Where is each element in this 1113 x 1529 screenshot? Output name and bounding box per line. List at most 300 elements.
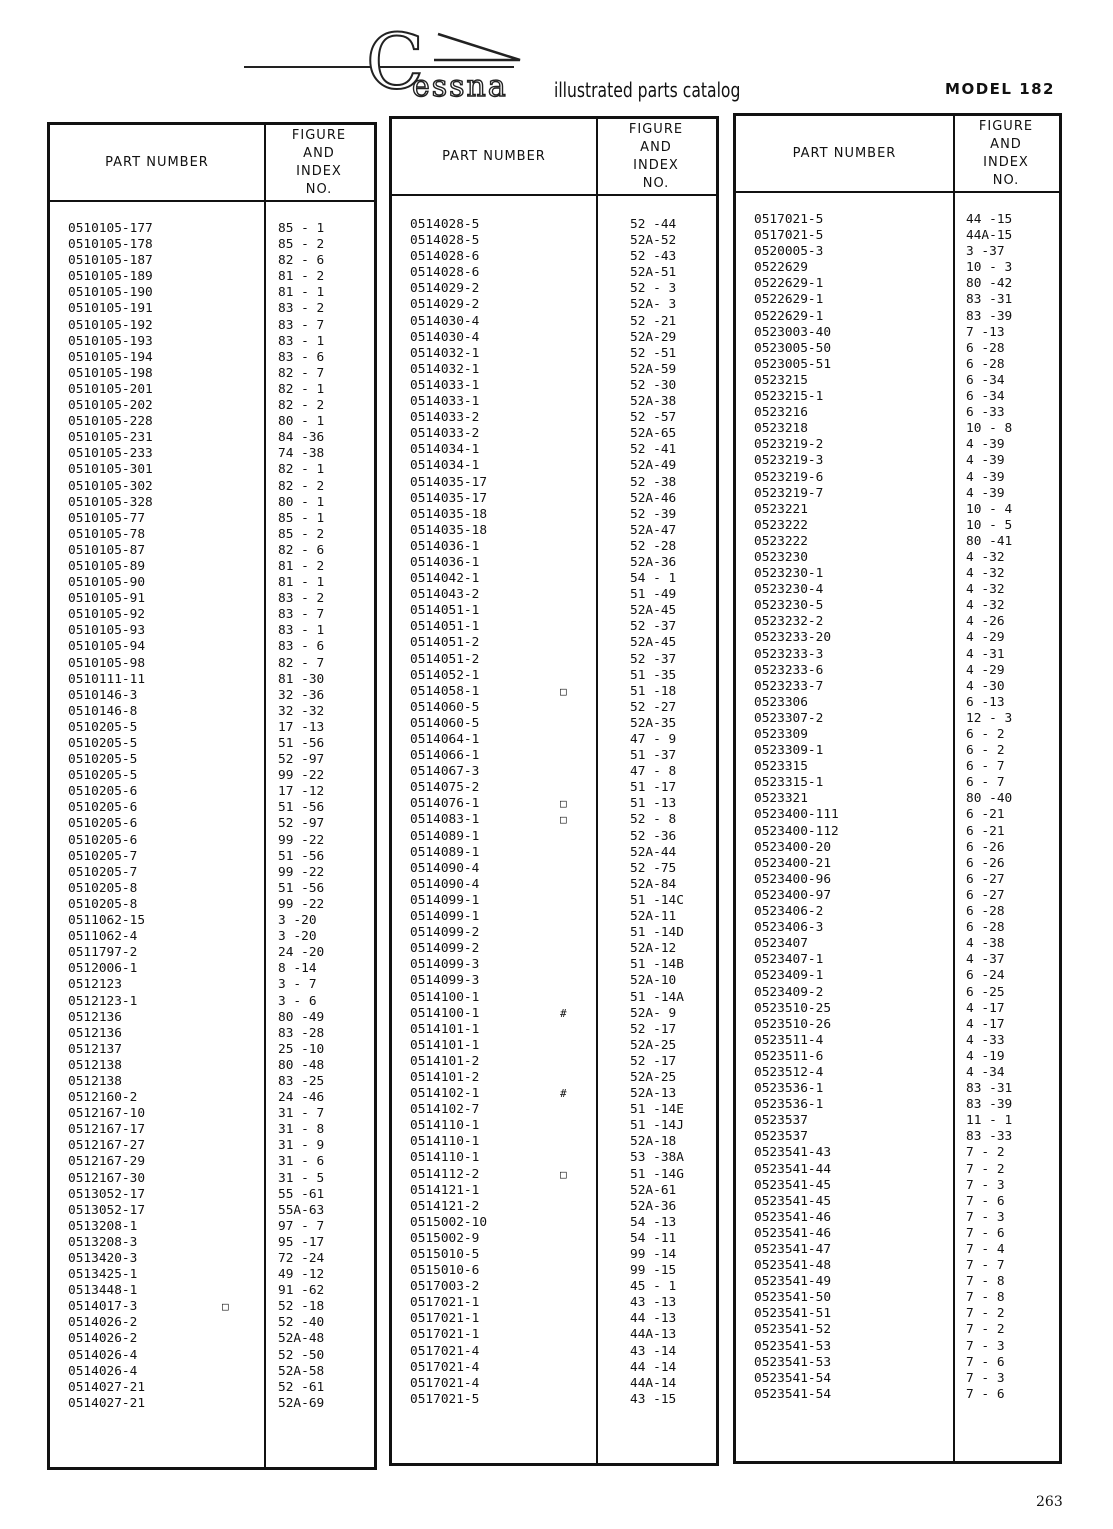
table-row — [50, 527, 374, 543]
part-number: 0510205-7 — [68, 848, 138, 864]
figure-index: 44A-14 — [630, 1375, 677, 1391]
part-number: 0523409-2 — [754, 984, 824, 1000]
part-number: 0510205-8 — [68, 880, 138, 896]
figure-index: 6 - 2 — [966, 727, 1005, 742]
figure-index: 11 - 1 — [966, 1113, 1013, 1129]
table-row — [392, 571, 716, 587]
logo-initial: C — [366, 17, 425, 106]
part-number: 0510105-94 — [68, 639, 146, 655]
table-row — [392, 1311, 716, 1327]
table-row — [50, 479, 374, 495]
table-row — [50, 1299, 374, 1315]
figure-index: 52A-13 — [630, 1086, 677, 1102]
part-number: 0523536-1 — [754, 1081, 824, 1097]
figure-index: 3 - 6 — [278, 993, 317, 1009]
table-row — [50, 800, 374, 816]
model-label: MODEL 182 — [945, 80, 1055, 98]
table-row — [50, 1315, 374, 1331]
table-row — [736, 614, 1059, 630]
figure-index: 47 - 8 — [630, 764, 677, 780]
table-row — [736, 711, 1059, 727]
table-row — [392, 1086, 716, 1102]
table-row — [392, 1327, 716, 1343]
part-number: 0523409-1 — [754, 968, 824, 984]
part-number: 0523222 — [754, 517, 808, 533]
part-number: 0514033-1 — [410, 394, 480, 410]
part-number: 0523233-3 — [754, 646, 824, 662]
part-number: 0523400-21 — [754, 855, 832, 871]
figure-index: 51 -14B — [630, 957, 684, 973]
figure-index: 52A-61 — [630, 1182, 677, 1198]
part-number: 0517021-1 — [410, 1295, 480, 1311]
figure-index: 52 -41 — [630, 442, 677, 458]
part-number: 0523541-53 — [754, 1338, 832, 1354]
table-row — [736, 582, 1059, 598]
part-number: 0514101-1 — [410, 1037, 480, 1053]
table-row — [392, 265, 716, 281]
table-row — [50, 430, 374, 446]
part-number: 0514028-5 — [410, 217, 480, 232]
part-number: 0514035-17 — [410, 490, 488, 506]
table-row — [736, 936, 1059, 952]
part-number: 0523537 — [754, 1129, 808, 1145]
part-number: 0514121-2 — [410, 1198, 480, 1214]
part-number: 0523400-96 — [754, 871, 832, 887]
figure-index: 83 - 7 — [278, 317, 325, 333]
table-row — [50, 833, 374, 849]
figure-index: 83 - 7 — [278, 607, 325, 623]
part-number: 0517003-2 — [410, 1279, 480, 1295]
table-row — [736, 1033, 1059, 1049]
figure-index: 52 -97 — [278, 816, 325, 832]
part-number: 0510205-7 — [68, 864, 138, 880]
part-number: 0512167-29 — [68, 1154, 146, 1170]
part-number: 0510105-201 — [68, 381, 153, 397]
figure-index: 52 -39 — [630, 506, 677, 522]
figure-index: 6 - 2 — [966, 743, 1005, 759]
part-number: 0514029-2 — [410, 297, 480, 313]
part-number: 0514036-1 — [410, 538, 480, 554]
table-row — [50, 913, 374, 929]
part-number: 0510205-8 — [68, 896, 138, 912]
table-row — [392, 893, 716, 909]
figure-index: 52 -51 — [630, 345, 677, 361]
figure-index: 52 -17 — [630, 1053, 677, 1069]
figure-index: 83 -31 — [966, 292, 1013, 308]
part-number: 0514075-2 — [410, 780, 480, 796]
table-row — [392, 909, 716, 925]
table-row — [392, 1215, 716, 1231]
figure-index: 52A-45 — [630, 635, 677, 651]
table-row — [736, 1081, 1059, 1097]
figure-index: 52A-44 — [630, 844, 677, 860]
part-number: 0523219-6 — [754, 469, 824, 485]
part-number: 0514027-21 — [68, 1379, 146, 1395]
table-header — [736, 116, 1059, 193]
part-number: 0512160-2 — [68, 1090, 138, 1106]
part-number: 0510105-233 — [68, 446, 153, 462]
part-number: 0523233-6 — [754, 662, 824, 678]
figure-index: 51 -14D — [630, 925, 684, 941]
figure-index: 83 - 6 — [278, 639, 325, 655]
part-number: 0514099-2 — [410, 941, 480, 957]
figure-index: 52A-65 — [630, 426, 677, 442]
figure-index: 4 -30 — [966, 678, 1005, 694]
table-row — [50, 1106, 374, 1122]
part-number: 0514099-3 — [410, 957, 480, 973]
part-number: 0510105-177 — [68, 221, 153, 236]
part-number: 0514030-4 — [410, 329, 480, 345]
figure-index: 4 -31 — [966, 646, 1005, 662]
part-number: 0513448-1 — [68, 1283, 138, 1299]
part-number: 0523541-50 — [754, 1290, 832, 1306]
table-row — [392, 458, 716, 474]
table-row — [50, 1219, 374, 1235]
figure-index: 52 -50 — [278, 1347, 325, 1363]
part-number: 0523232-2 — [754, 614, 824, 630]
part-number: 0510105-193 — [68, 333, 153, 349]
part-number: 0523315 — [754, 759, 808, 775]
table-row — [736, 759, 1059, 775]
table-row — [392, 1118, 716, 1134]
figure-index: 95 -17 — [278, 1234, 325, 1250]
table-row — [392, 748, 716, 764]
table-row — [50, 865, 374, 881]
figure-index: 85 - 1 — [278, 221, 325, 236]
part-number: 0514051-2 — [410, 635, 480, 651]
parts-table-3 — [733, 113, 1062, 1464]
table-row — [736, 1162, 1059, 1178]
table-row — [50, 623, 374, 639]
part-number: 0514099-1 — [410, 909, 480, 925]
table-row — [50, 1154, 374, 1170]
figure-index: 52A-47 — [630, 522, 677, 538]
figure-index: 7 - 3 — [966, 1338, 1005, 1354]
table-row — [50, 1171, 374, 1187]
figure-index: 7 - 3 — [966, 1209, 1005, 1225]
table-row — [392, 346, 716, 362]
table-row — [736, 1355, 1059, 1371]
figure-index: 74 -38 — [278, 446, 325, 462]
part-number: 0514100-1 — [410, 1005, 480, 1021]
table-row — [50, 446, 374, 462]
figure-index: 52 -37 — [630, 651, 677, 667]
figure-index: 99 -22 — [278, 832, 325, 848]
part-number: 0510105-90 — [68, 575, 146, 591]
part-number: 0514042-1 — [410, 571, 480, 587]
table-row — [392, 812, 716, 828]
part-number: 0510205-5 — [68, 752, 138, 768]
figure-index: 25 -10 — [278, 1041, 325, 1057]
figure-index: 8 -14 — [278, 961, 317, 977]
figure-index: 7 - 2 — [966, 1161, 1005, 1177]
table-row — [736, 470, 1059, 486]
part-number: 0523219-7 — [754, 485, 824, 501]
figure-index: 52 -28 — [630, 538, 677, 554]
part-number: 0510105-202 — [68, 398, 153, 414]
marker-symbol: □ — [222, 1300, 229, 1314]
table-row — [736, 1226, 1059, 1242]
part-number: 0510205-5 — [68, 719, 138, 735]
table-row — [50, 495, 374, 511]
part-number: 0523321 — [754, 791, 808, 807]
part-number: 0512167-27 — [68, 1138, 146, 1154]
parts-list — [736, 212, 1059, 1403]
figure-index: 51 -37 — [630, 748, 677, 764]
part-number: 0517021-5 — [754, 212, 824, 227]
part-number: 0514064-1 — [410, 732, 480, 747]
table-row — [392, 764, 716, 780]
part-number: 0510146-8 — [68, 703, 138, 719]
part-number: 0522629-1 — [754, 308, 824, 324]
table-row — [392, 555, 716, 571]
table-row — [736, 212, 1059, 228]
figure-index: 31 - 8 — [278, 1122, 325, 1138]
table-row — [50, 1090, 374, 1106]
figure-index: 52 -18 — [278, 1299, 325, 1315]
part-number: 0523541-46 — [754, 1209, 832, 1225]
table-row — [50, 559, 374, 575]
part-number: 0511797-2 — [68, 945, 138, 961]
table-row — [392, 957, 716, 973]
part-number: 0512138 — [68, 1057, 122, 1073]
part-number: 0510105-190 — [68, 285, 153, 301]
figure-index: 51 -49 — [630, 587, 677, 603]
part-number: 0523541-54 — [754, 1386, 832, 1402]
part-number: 0523218 — [754, 421, 808, 437]
part-number: 0512167-10 — [68, 1106, 146, 1122]
table-row — [50, 1235, 374, 1251]
part-number: 0514051-1 — [410, 619, 480, 635]
part-number: 0512006-1 — [68, 961, 138, 977]
table-row — [736, 1097, 1059, 1113]
figure-index: 52A-11 — [630, 909, 677, 925]
table-row — [392, 925, 716, 941]
table-row — [50, 881, 374, 897]
figure-index: 51 -17 — [630, 780, 677, 796]
table-row — [50, 1010, 374, 1026]
part-number: 0523233-20 — [754, 630, 832, 646]
figure-index: 4 -32 — [966, 566, 1005, 582]
marker-symbol: □ — [560, 684, 567, 698]
table-row — [50, 1138, 374, 1154]
figure-index: 83 - 6 — [278, 349, 325, 365]
part-number: 0523541-44 — [754, 1161, 832, 1177]
figure-index: 24 -20 — [278, 945, 325, 961]
figure-index: 52A-38 — [630, 394, 677, 410]
table-row — [50, 1331, 374, 1347]
figure-index: 44A-13 — [630, 1327, 677, 1343]
part-number: 0514017-3 — [68, 1299, 138, 1315]
figure-index: 51 -14G — [630, 1166, 684, 1182]
part-number: 0514099-2 — [410, 925, 480, 941]
part-number: 0514090-4 — [410, 876, 480, 892]
figure-index: 4 -19 — [966, 1048, 1005, 1064]
figure-index: 80 -40 — [966, 791, 1013, 807]
table-row — [50, 1187, 374, 1203]
part-number: 0514058-1 — [410, 683, 480, 699]
part-number: 0510205-6 — [68, 784, 138, 800]
part-number: 0514026-4 — [68, 1363, 138, 1379]
figure-index: 81 - 1 — [278, 575, 325, 591]
table-row — [392, 587, 716, 603]
part-number: 0510105-98 — [68, 655, 146, 671]
figure-index: 52 - 3 — [630, 281, 677, 297]
part-number: 0523400-97 — [754, 887, 832, 903]
table-row — [50, 639, 374, 655]
figure-index: 52A-58 — [278, 1363, 325, 1379]
figure-index: 81 - 2 — [278, 558, 325, 574]
table-row — [392, 394, 716, 410]
table-row — [736, 486, 1059, 502]
figure-index: 99 -14 — [630, 1247, 677, 1262]
table-row — [736, 1017, 1059, 1033]
part-number: 0510105-228 — [68, 414, 153, 430]
table-row — [736, 373, 1059, 389]
table-row — [392, 1360, 716, 1376]
table-row — [736, 566, 1059, 582]
table-row — [736, 840, 1059, 856]
table-row — [50, 1058, 374, 1074]
table-row — [736, 341, 1059, 357]
part-number: 0514101-2 — [410, 1053, 480, 1069]
table-row — [736, 985, 1059, 1001]
part-number: 0523541-51 — [754, 1306, 832, 1322]
table-row — [392, 732, 716, 748]
table-row — [392, 796, 716, 812]
table-row — [736, 968, 1059, 984]
table-row — [392, 845, 716, 861]
table-row — [736, 1001, 1059, 1017]
figure-index: 7 - 6 — [966, 1386, 1005, 1402]
part-number: 0523005-50 — [754, 340, 832, 356]
part-number: 0514052-1 — [410, 667, 480, 683]
parts-list — [50, 221, 374, 1412]
figure-index: 31 - 6 — [278, 1154, 325, 1170]
table-row — [736, 807, 1059, 823]
part-number: 0514026-4 — [68, 1347, 138, 1363]
table-row — [392, 426, 716, 442]
figure-index: 7 - 6 — [966, 1354, 1005, 1370]
part-number: 0523536-1 — [754, 1097, 824, 1113]
table-row — [736, 260, 1059, 276]
part-number: 0514035-17 — [410, 474, 488, 490]
part-number: 0523003-40 — [754, 324, 832, 340]
parts-table-1 — [47, 122, 377, 1470]
part-number-header: PART NUMBER — [792, 146, 897, 161]
table-header — [50, 125, 374, 202]
figure-index: 4 -38 — [966, 936, 1005, 952]
figure-index: 7 -13 — [966, 324, 1005, 340]
part-number: 0514035-18 — [410, 522, 488, 538]
table-row — [392, 1392, 716, 1408]
figure-index: 52A-51 — [630, 265, 677, 281]
part-number: 0523541-53 — [754, 1354, 832, 1370]
figure-index: 31 - 7 — [278, 1106, 325, 1122]
figure-index: 7 - 8 — [966, 1290, 1005, 1306]
table-row — [50, 237, 374, 253]
table-row — [50, 1380, 374, 1396]
marker-symbol: □ — [560, 797, 567, 811]
figure-index: 82 - 6 — [278, 253, 325, 269]
figure-index-header: FIGURE AND INDEX NO. — [978, 118, 1034, 188]
table-row — [736, 647, 1059, 663]
table-row — [736, 534, 1059, 550]
part-number: 0514101-1 — [410, 1021, 480, 1037]
figure-index: 44A-15 — [966, 228, 1013, 244]
figure-index: 52A-25 — [630, 1037, 677, 1053]
part-number: 0517021-4 — [410, 1343, 480, 1359]
figure-index: 4 -17 — [966, 1000, 1005, 1016]
table-row — [392, 410, 716, 426]
figure-index: 51 -14J — [630, 1118, 684, 1134]
part-number: 0520005-3 — [754, 244, 824, 260]
figure-index: 82 - 2 — [278, 478, 325, 494]
figure-index: 52 - 8 — [630, 812, 677, 828]
part-number: 0515010-6 — [410, 1263, 480, 1279]
figure-index: 6 -25 — [966, 984, 1005, 1000]
part-number: 0510205-5 — [68, 736, 138, 751]
figure-index: 52 -40 — [278, 1315, 325, 1331]
part-number: 0523230-5 — [754, 598, 824, 614]
table-row — [736, 502, 1059, 518]
part-number: 0512123 — [68, 977, 122, 993]
part-number: 0523541-45 — [754, 1177, 832, 1193]
figure-index: 52 -21 — [630, 313, 677, 329]
table-row — [736, 1065, 1059, 1081]
part-number: 0510205-6 — [68, 832, 138, 848]
figure-index: 83 -33 — [966, 1129, 1013, 1145]
part-number: 0523541-47 — [754, 1242, 832, 1257]
table-row — [50, 591, 374, 607]
table-row — [736, 695, 1059, 711]
figure-index: 99 -22 — [278, 768, 325, 784]
part-number: 0514035-18 — [410, 506, 488, 522]
part-number: 0523406-3 — [754, 920, 824, 936]
table-row — [392, 378, 716, 394]
table-row — [50, 704, 374, 720]
figure-index: 10 - 3 — [966, 260, 1013, 276]
table-row — [736, 309, 1059, 325]
figure-index: 17 -13 — [278, 719, 325, 735]
table-row — [50, 1283, 374, 1299]
figure-index: 52 -43 — [630, 249, 677, 265]
figure-index: 6 -28 — [966, 340, 1005, 356]
part-number: 0523005-51 — [754, 356, 832, 372]
part-number: 0510105-87 — [68, 542, 146, 558]
part-number: 0523541-49 — [754, 1274, 832, 1290]
part-number: 0514060-5 — [410, 699, 480, 715]
figure-index: 72 -24 — [278, 1251, 325, 1266]
part-number: 0523510-25 — [754, 1000, 832, 1016]
table-row — [50, 334, 374, 350]
table-row — [736, 405, 1059, 421]
figure-index: 4 -39 — [966, 453, 1005, 469]
figure-index: 4 -32 — [966, 598, 1005, 614]
figure-index: 54 -11 — [630, 1230, 677, 1246]
part-number: 0510105-89 — [68, 558, 146, 574]
table-row — [50, 575, 374, 591]
marker-symbol: # — [560, 1006, 567, 1020]
part-number: 0523230 — [754, 549, 808, 565]
part-number: 0514034-1 — [410, 442, 480, 458]
part-number: 0510111-11 — [68, 671, 146, 687]
part-number: 0523541-48 — [754, 1258, 832, 1274]
part-number: 0514100-1 — [410, 989, 480, 1005]
figure-index: 97 - 7 — [278, 1218, 325, 1234]
table-row — [736, 1371, 1059, 1387]
table-row — [736, 421, 1059, 437]
